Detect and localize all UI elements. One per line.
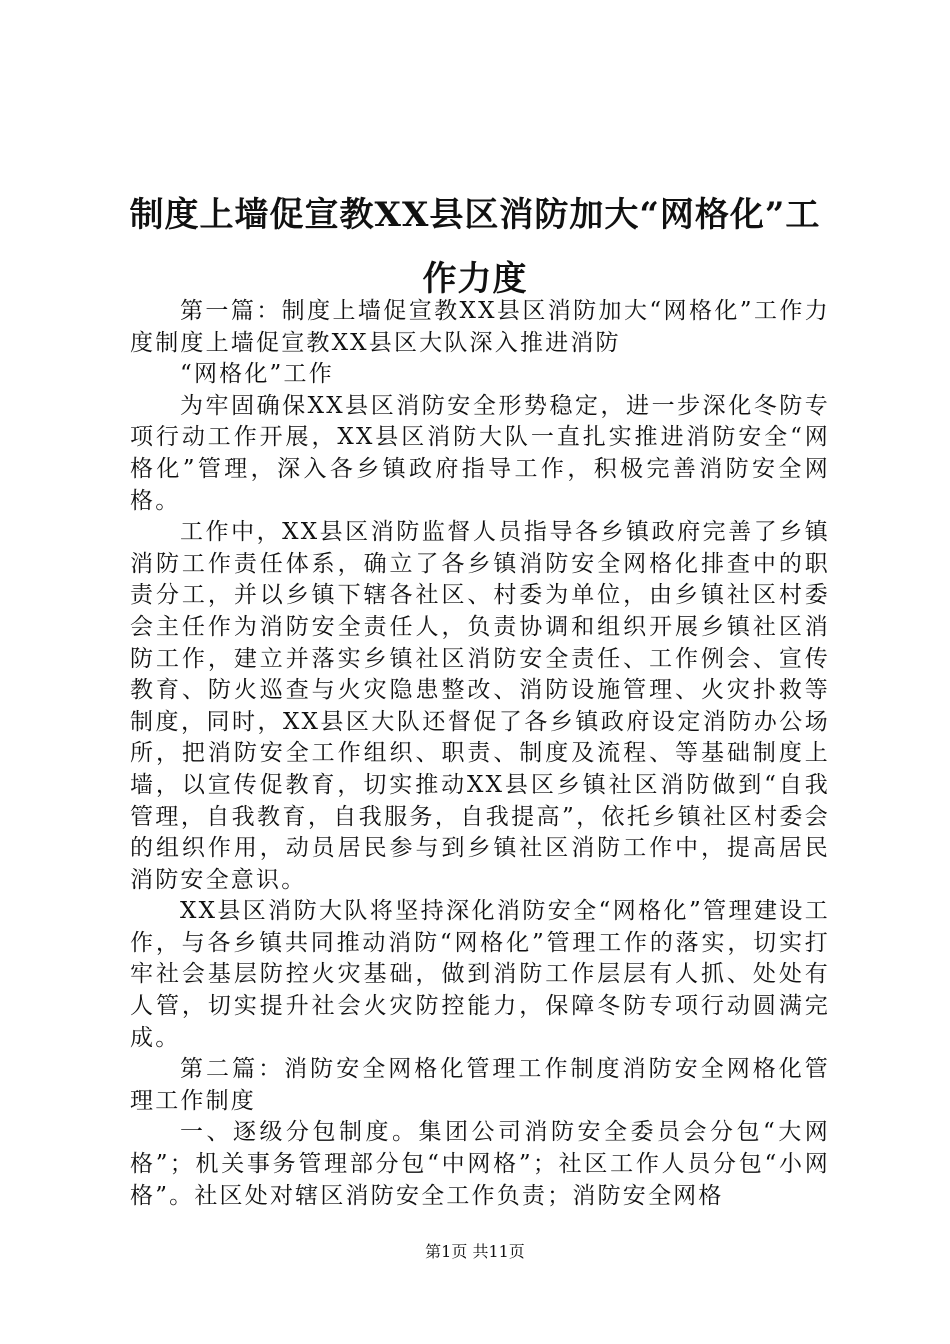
paragraph-7: 一、逐级分包制度。集团公司消防安全委员会分包“大网格”；机关事务管理部分包“中网格”；社区工作人员分包“小网格”。社区处对辖区消防安全工作负责；消防安全网格 bbox=[130, 1119, 830, 1209]
paragraph-5: XX县区消防大队将坚持深化消防安全“网格化”管理建设工作，与各乡镇共同推动消防“网格化”管理工作的落实，切实打牢社会基层防控火灾基础，做到消防工作层层有人抓、处处有人管，切实提升社会火灾防控能力，保障冬防专项行动圆满完成。 bbox=[130, 898, 830, 1051]
paragraph-6: 第二篇：消防安全网格化管理工作制度消防安全网格化管理工作制度 bbox=[130, 1056, 830, 1114]
paragraph-2: “网格化”工作 bbox=[180, 361, 334, 388]
document-title: 制度上墙促宣教XX县区消防加大“网格化”工作力度 bbox=[129, 195, 821, 299]
paragraph-3: 为牢固确保XX县区消防安全形势稳定，进一步深化冬防专项行动工作开展，XX县区消防大队一直扎实推进消防安全“网格化”管理，深入各乡镇政府指导工作，积极完善消防安全网格。 bbox=[130, 392, 830, 514]
paragraph-1: 第一篇：制度上墙促宣教XX县区消防加大“网格化”工作力度制度上墙促宣教XX县区大队深入推进消防 bbox=[130, 298, 830, 356]
document-body bbox=[130, 296, 830, 1212]
page-number-footer: 第1页 共11页 bbox=[425, 1242, 525, 1261]
paragraph-4: 工作中，XX县区消防监督人员指导各乡镇政府完善了乡镇消防工作责任体系，确立了各乡镇消防安全网格化排查中的职责分工，并以乡镇下辖各社区、村委为单位，由乡镇社区村委会主任作为消防安全责任人，负责协调和组织开展乡镇社区消防工作，建立并落实乡镇社区消防安全责任、工作例会、宣传教育、防火巡查与火灾隐患整改、消防设施管理、火灾扑救等制度，同时，XX县区大队还督促了各乡镇政府设定消防办公场所，把消防安全工作组织、职责、制度及流程、等基础制度上墙，以宣传促教育，切实推动XX县区乡镇社区消防做到“自我管理，自我教育，自我服务，自我提高”，依托乡镇社区村委会的组织作用，动员居民参与到乡镇社区消防工作中，提高居民消防安全意识。 bbox=[130, 519, 830, 893]
